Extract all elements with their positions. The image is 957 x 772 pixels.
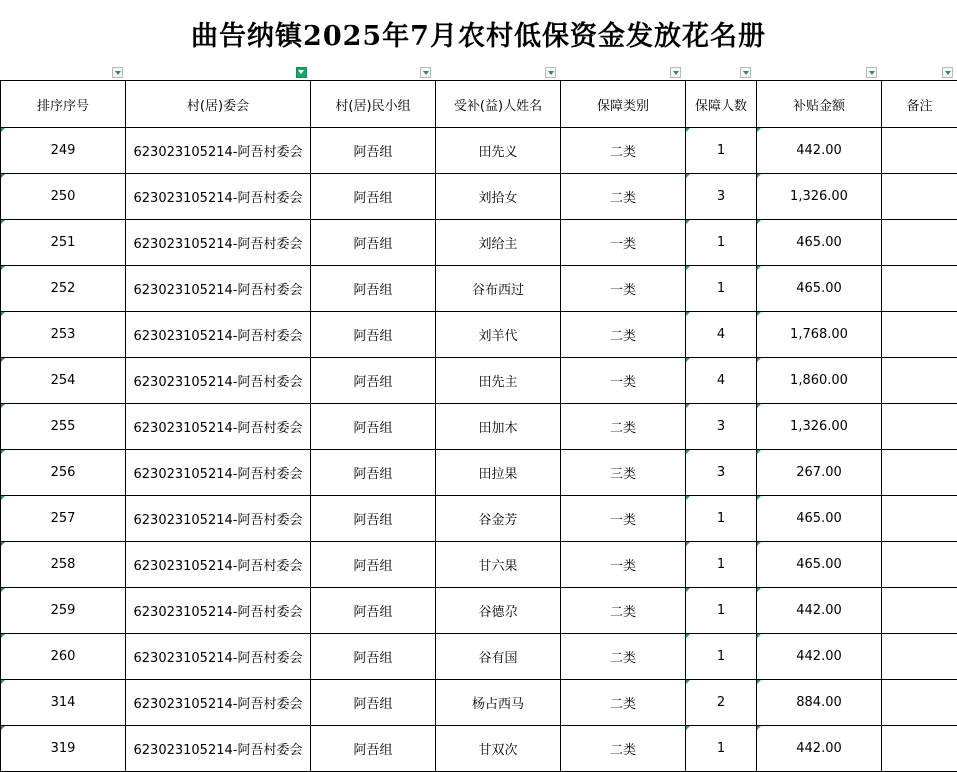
cell-village-group[interactable] bbox=[311, 542, 436, 588]
cell-serial[interactable] bbox=[1, 450, 126, 496]
cell-value: 1,326.00 bbox=[790, 189, 848, 204]
cell-village-group[interactable] bbox=[311, 128, 436, 174]
cell-value: 251 bbox=[50, 235, 76, 250]
cell-serial[interactable] bbox=[1, 220, 126, 266]
cell-value: 一类 bbox=[609, 283, 636, 298]
cell-remarks[interactable] bbox=[882, 404, 957, 450]
cell-amount[interactable] bbox=[757, 634, 882, 680]
cell-value: 253 bbox=[50, 327, 76, 342]
cell-remarks[interactable] bbox=[882, 726, 957, 772]
cell-amount[interactable] bbox=[757, 680, 882, 726]
table-row bbox=[1, 450, 957, 496]
cell-value: 623023105214-阿吾村委会 bbox=[133, 283, 303, 298]
cell-category[interactable] bbox=[561, 174, 686, 220]
cell-category[interactable] bbox=[561, 358, 686, 404]
cell-amount[interactable] bbox=[757, 128, 882, 174]
cell-amount[interactable] bbox=[757, 450, 882, 496]
table-row bbox=[1, 220, 957, 266]
cell-serial[interactable] bbox=[1, 266, 126, 312]
cell-recipient-name[interactable] bbox=[436, 174, 561, 220]
cell-amount[interactable] bbox=[757, 312, 882, 358]
cell-serial[interactable] bbox=[1, 542, 126, 588]
cell-amount[interactable] bbox=[757, 726, 882, 772]
number-stored-as-text-marker bbox=[757, 634, 761, 638]
cell-persons[interactable] bbox=[686, 588, 757, 634]
number-stored-as-text-marker bbox=[686, 128, 690, 132]
cell-village-group[interactable] bbox=[311, 404, 436, 450]
cell-serial[interactable] bbox=[1, 634, 126, 680]
cell-value: 319 bbox=[50, 741, 76, 756]
cell-value: 1,768.00 bbox=[790, 327, 848, 342]
cell-serial[interactable] bbox=[1, 588, 126, 634]
cell-value: 442.00 bbox=[796, 603, 842, 618]
cell-value: 1 bbox=[716, 511, 726, 526]
cell-value: 阿吾组 bbox=[353, 513, 393, 528]
cell-persons[interactable] bbox=[686, 128, 757, 174]
number-stored-as-text-marker bbox=[1, 358, 5, 362]
table-row bbox=[1, 404, 957, 450]
number-stored-as-text-marker bbox=[686, 680, 690, 684]
col-header-amount[interactable]: 补贴金额 bbox=[757, 81, 882, 128]
cell-value: 884.00 bbox=[796, 695, 842, 710]
cell-category[interactable] bbox=[561, 680, 686, 726]
cell-value: 1 bbox=[716, 281, 726, 296]
table-row bbox=[1, 542, 957, 588]
cell-value: 623023105214-阿吾村委会 bbox=[133, 697, 303, 712]
cell-persons[interactable] bbox=[686, 634, 757, 680]
cell-value: 623023105214-阿吾村委会 bbox=[133, 329, 303, 344]
cell-serial[interactable] bbox=[1, 726, 126, 772]
cell-serial[interactable] bbox=[1, 680, 126, 726]
cell-persons[interactable] bbox=[686, 450, 757, 496]
cell-value: 4 bbox=[716, 373, 726, 388]
filter-dropdown-icon[interactable] bbox=[740, 67, 751, 78]
cell-village-committee[interactable] bbox=[126, 588, 311, 634]
header-row bbox=[1, 81, 957, 128]
table-header bbox=[1, 81, 957, 128]
number-stored-as-text-marker bbox=[1, 220, 5, 224]
number-stored-as-text-marker bbox=[686, 634, 690, 638]
cell-value: 田拉果 bbox=[478, 467, 518, 482]
cell-persons[interactable] bbox=[686, 312, 757, 358]
number-stored-as-text-marker bbox=[1, 450, 5, 454]
number-stored-as-text-marker bbox=[686, 588, 690, 592]
col-header-village-group[interactable]: 村(居)民小组 bbox=[311, 81, 436, 128]
number-stored-as-text-marker bbox=[757, 450, 761, 454]
cell-value: 4 bbox=[716, 327, 726, 342]
cell-value: 1 bbox=[716, 143, 726, 158]
table-row bbox=[1, 726, 957, 772]
cell-remarks[interactable] bbox=[882, 174, 957, 220]
cell-value: 一类 bbox=[609, 375, 636, 390]
cell-value: 314 bbox=[50, 695, 76, 710]
cell-village-group[interactable] bbox=[311, 174, 436, 220]
cell-value: 1 bbox=[716, 235, 726, 250]
number-stored-as-text-marker bbox=[1, 266, 5, 270]
cell-value: 623023105214-阿吾村委会 bbox=[133, 191, 303, 206]
cell-value: 2 bbox=[716, 695, 726, 710]
cell-value: 465.00 bbox=[796, 557, 842, 572]
number-stored-as-text-marker bbox=[1, 542, 5, 546]
filter-dropdown-icon[interactable] bbox=[420, 67, 431, 78]
cell-category[interactable] bbox=[561, 726, 686, 772]
cell-value: 258 bbox=[50, 557, 76, 572]
cell-recipient-name[interactable] bbox=[436, 220, 561, 266]
cell-amount[interactable] bbox=[757, 404, 882, 450]
table-row bbox=[1, 174, 957, 220]
col-header-persons[interactable]: 保障人数 bbox=[686, 81, 757, 128]
cell-remarks[interactable] bbox=[882, 128, 957, 174]
cell-value: 623023105214-阿吾村委会 bbox=[133, 605, 303, 620]
cell-value: 谷金芳 bbox=[478, 513, 518, 528]
cell-value: 3 bbox=[716, 465, 726, 480]
number-stored-as-text-marker bbox=[1, 404, 5, 408]
cell-village-committee[interactable] bbox=[126, 496, 311, 542]
cell-value: 田加木 bbox=[478, 421, 518, 436]
cell-value: 1 bbox=[716, 603, 726, 618]
cell-remarks[interactable] bbox=[882, 542, 957, 588]
table-row bbox=[1, 588, 957, 634]
cell-category[interactable] bbox=[561, 496, 686, 542]
number-stored-as-text-marker bbox=[686, 404, 690, 408]
number-stored-as-text-marker bbox=[686, 450, 690, 454]
number-stored-as-text-marker bbox=[757, 220, 761, 224]
cell-value: 阿吾组 bbox=[353, 421, 393, 436]
number-stored-as-text-marker bbox=[1, 588, 5, 592]
cell-remarks[interactable] bbox=[882, 450, 957, 496]
cell-value: 256 bbox=[50, 465, 76, 480]
table-row bbox=[1, 496, 957, 542]
cell-serial[interactable] bbox=[1, 312, 126, 358]
cell-village-group[interactable] bbox=[311, 726, 436, 772]
cell-remarks[interactable] bbox=[882, 588, 957, 634]
cell-village-group[interactable] bbox=[311, 450, 436, 496]
cell-recipient-name[interactable] bbox=[436, 312, 561, 358]
cell-value: 623023105214-阿吾村委会 bbox=[133, 743, 303, 758]
cell-category[interactable] bbox=[561, 404, 686, 450]
number-stored-as-text-marker bbox=[686, 174, 690, 178]
cell-amount[interactable] bbox=[757, 358, 882, 404]
number-stored-as-text-marker bbox=[686, 220, 690, 224]
cell-value: 刘拾女 bbox=[478, 191, 518, 206]
cell-recipient-name[interactable] bbox=[436, 450, 561, 496]
cell-value: 260 bbox=[50, 649, 76, 664]
number-stored-as-text-marker bbox=[686, 358, 690, 362]
cell-value: 阿吾组 bbox=[353, 329, 393, 344]
number-stored-as-text-marker bbox=[757, 680, 761, 684]
cell-remarks[interactable] bbox=[882, 220, 957, 266]
cell-recipient-name[interactable] bbox=[436, 404, 561, 450]
table-row bbox=[1, 128, 957, 174]
filter-dropdown-icon[interactable] bbox=[942, 67, 953, 78]
cell-value: 3 bbox=[716, 189, 726, 204]
number-stored-as-text-marker bbox=[757, 496, 761, 500]
cell-village-committee[interactable] bbox=[126, 726, 311, 772]
cell-remarks[interactable] bbox=[882, 680, 957, 726]
cell-persons[interactable] bbox=[686, 220, 757, 266]
cell-value: 249 bbox=[50, 143, 76, 158]
number-stored-as-text-marker bbox=[757, 174, 761, 178]
cell-serial[interactable] bbox=[1, 358, 126, 404]
cell-value: 1,326.00 bbox=[790, 419, 848, 434]
cell-village-committee[interactable] bbox=[126, 174, 311, 220]
cell-value: 623023105214-阿吾村委会 bbox=[133, 559, 303, 574]
table-row bbox=[1, 634, 957, 680]
col-header-recipient-name[interactable]: 受补(益)人姓名 bbox=[436, 81, 561, 128]
cell-value: 阿吾组 bbox=[353, 559, 393, 574]
cell-value: 250 bbox=[50, 189, 76, 204]
cell-value: 三类 bbox=[609, 467, 636, 482]
cell-value: 二类 bbox=[609, 605, 636, 620]
cell-value: 阿吾组 bbox=[353, 375, 393, 390]
number-stored-as-text-marker bbox=[757, 726, 761, 730]
cell-value: 623023105214-阿吾村委会 bbox=[133, 237, 303, 252]
cell-village-committee[interactable] bbox=[126, 680, 311, 726]
filter-dropdown-icon[interactable] bbox=[545, 67, 556, 78]
col-header-category[interactable]: 保障类别 bbox=[561, 81, 686, 128]
cell-value: 二类 bbox=[609, 421, 636, 436]
number-stored-as-text-marker bbox=[1, 634, 5, 638]
cell-persons[interactable] bbox=[686, 404, 757, 450]
cell-category[interactable] bbox=[561, 266, 686, 312]
cell-value: 阿吾组 bbox=[353, 283, 393, 298]
roster-table bbox=[0, 80, 957, 772]
cell-value: 谷有国 bbox=[478, 651, 518, 666]
cell-value: 1,860.00 bbox=[790, 373, 848, 388]
cell-recipient-name[interactable] bbox=[436, 680, 561, 726]
cell-value: 267.00 bbox=[796, 465, 842, 480]
number-stored-as-text-marker bbox=[686, 266, 690, 270]
number-stored-as-text-marker bbox=[1, 174, 5, 178]
number-stored-as-text-marker bbox=[757, 128, 761, 132]
cell-value: 谷德尕 bbox=[478, 605, 518, 620]
filter-row bbox=[0, 66, 957, 80]
cell-value: 1 bbox=[716, 649, 726, 664]
cell-persons[interactable] bbox=[686, 266, 757, 312]
cell-value: 一类 bbox=[609, 513, 636, 528]
cell-recipient-name[interactable] bbox=[436, 266, 561, 312]
table-row bbox=[1, 358, 957, 404]
cell-value: 465.00 bbox=[796, 235, 842, 250]
cell-remarks[interactable] bbox=[882, 358, 957, 404]
cell-value: 阿吾组 bbox=[353, 191, 393, 206]
cell-village-group[interactable] bbox=[311, 312, 436, 358]
cell-village-committee[interactable] bbox=[126, 266, 311, 312]
cell-serial[interactable] bbox=[1, 174, 126, 220]
cell-remarks[interactable] bbox=[882, 266, 957, 312]
cell-village-group[interactable] bbox=[311, 634, 436, 680]
cell-village-committee[interactable] bbox=[126, 220, 311, 266]
cell-value: 一类 bbox=[609, 559, 636, 574]
cell-value: 阿吾组 bbox=[353, 743, 393, 758]
cell-recipient-name[interactable] bbox=[436, 128, 561, 174]
number-stored-as-text-marker bbox=[757, 266, 761, 270]
cell-value: 465.00 bbox=[796, 281, 842, 296]
col-header-serial[interactable]: 排序序号 bbox=[1, 81, 126, 128]
cell-recipient-name[interactable] bbox=[436, 496, 561, 542]
cell-value: 623023105214-阿吾村委会 bbox=[133, 375, 303, 390]
number-stored-as-text-marker bbox=[686, 726, 690, 730]
number-stored-as-text-marker bbox=[686, 542, 690, 546]
cell-village-committee[interactable] bbox=[126, 634, 311, 680]
cell-value: 623023105214-阿吾村委会 bbox=[133, 467, 303, 482]
cell-value: 442.00 bbox=[796, 143, 842, 158]
cell-value: 二类 bbox=[609, 697, 636, 712]
cell-village-group[interactable] bbox=[311, 680, 436, 726]
cell-value: 623023105214-阿吾村委会 bbox=[133, 513, 303, 528]
cell-value: 甘双次 bbox=[478, 743, 518, 758]
cell-amount[interactable] bbox=[757, 542, 882, 588]
cell-value: 田先主 bbox=[478, 375, 518, 390]
cell-value: 二类 bbox=[609, 145, 636, 160]
number-stored-as-text-marker bbox=[1, 680, 5, 684]
cell-value: 田先义 bbox=[478, 145, 518, 160]
number-stored-as-text-marker bbox=[1, 496, 5, 500]
cell-persons[interactable] bbox=[686, 496, 757, 542]
cell-amount[interactable] bbox=[757, 496, 882, 542]
cell-value: 二类 bbox=[609, 329, 636, 344]
cell-value: 254 bbox=[50, 373, 76, 388]
cell-value: 1 bbox=[716, 557, 726, 572]
cell-value: 阿吾组 bbox=[353, 145, 393, 160]
cell-value: 阿吾组 bbox=[353, 697, 393, 712]
cell-value: 623023105214-阿吾村委会 bbox=[133, 421, 303, 436]
number-stored-as-text-marker bbox=[757, 588, 761, 592]
cell-value: 442.00 bbox=[796, 649, 842, 664]
cell-value: 465.00 bbox=[796, 511, 842, 526]
number-stored-as-text-marker bbox=[757, 542, 761, 546]
cell-value: 623023105214-阿吾村委会 bbox=[133, 651, 303, 666]
cell-persons[interactable] bbox=[686, 726, 757, 772]
cell-category[interactable] bbox=[561, 220, 686, 266]
cell-category[interactable] bbox=[561, 588, 686, 634]
filter-dropdown-icon[interactable] bbox=[112, 67, 123, 78]
cell-value: 二类 bbox=[609, 191, 636, 206]
cell-remarks[interactable] bbox=[882, 312, 957, 358]
cell-recipient-name[interactable] bbox=[436, 588, 561, 634]
cell-recipient-name[interactable] bbox=[436, 542, 561, 588]
cell-amount[interactable] bbox=[757, 588, 882, 634]
cell-persons[interactable] bbox=[686, 358, 757, 404]
cell-village-committee[interactable] bbox=[126, 358, 311, 404]
cell-remarks[interactable] bbox=[882, 496, 957, 542]
cell-remarks[interactable] bbox=[882, 634, 957, 680]
number-stored-as-text-marker bbox=[1, 726, 5, 730]
cell-village-group[interactable] bbox=[311, 588, 436, 634]
cell-value: 阿吾组 bbox=[353, 467, 393, 482]
cell-value: 刘给主 bbox=[478, 237, 518, 252]
col-header-remarks[interactable]: 备注 bbox=[882, 81, 957, 128]
cell-village-committee[interactable] bbox=[126, 404, 311, 450]
filter-dropdown-icon[interactable] bbox=[866, 67, 877, 78]
cell-village-committee[interactable] bbox=[126, 542, 311, 588]
cell-category[interactable] bbox=[561, 128, 686, 174]
cell-value: 阿吾组 bbox=[353, 237, 393, 252]
cell-value: 一类 bbox=[609, 237, 636, 252]
table-body bbox=[1, 128, 957, 772]
cell-value: 442.00 bbox=[796, 741, 842, 756]
filter-dropdown-icon[interactable] bbox=[670, 67, 681, 78]
cell-value: 刘羊代 bbox=[478, 329, 518, 344]
cell-serial[interactable] bbox=[1, 404, 126, 450]
cell-village-committee[interactable] bbox=[126, 312, 311, 358]
cell-persons[interactable] bbox=[686, 542, 757, 588]
number-stored-as-text-marker bbox=[1, 128, 5, 132]
cell-village-committee[interactable] bbox=[126, 450, 311, 496]
sheet-title: 曲告纳镇2025年7月农村低保资金发放花名册 bbox=[191, 20, 766, 52]
cell-value: 257 bbox=[50, 511, 76, 526]
cell-village-group[interactable] bbox=[311, 266, 436, 312]
cell-value: 623023105214-阿吾村委会 bbox=[133, 145, 303, 160]
cell-value: 1 bbox=[716, 741, 726, 756]
number-stored-as-text-marker bbox=[757, 404, 761, 408]
number-stored-as-text-marker bbox=[757, 358, 761, 362]
cell-persons[interactable] bbox=[686, 174, 757, 220]
filter-applied-icon[interactable] bbox=[296, 67, 307, 78]
cell-category[interactable] bbox=[561, 312, 686, 358]
number-stored-as-text-marker bbox=[686, 496, 690, 500]
table-row bbox=[1, 680, 957, 726]
cell-village-group[interactable] bbox=[311, 496, 436, 542]
cell-amount[interactable] bbox=[757, 220, 882, 266]
cell-value: 二类 bbox=[609, 651, 636, 666]
number-stored-as-text-marker bbox=[757, 312, 761, 316]
cell-amount[interactable] bbox=[757, 266, 882, 312]
cell-value: 255 bbox=[50, 419, 76, 434]
cell-serial[interactable] bbox=[1, 496, 126, 542]
cell-value: 谷布西过 bbox=[471, 283, 524, 298]
cell-persons[interactable] bbox=[686, 680, 757, 726]
cell-village-committee[interactable] bbox=[126, 128, 311, 174]
cell-value: 阿吾组 bbox=[353, 651, 393, 666]
cell-value: 阿吾组 bbox=[353, 605, 393, 620]
cell-value: 252 bbox=[50, 281, 76, 296]
cell-recipient-name[interactable] bbox=[436, 358, 561, 404]
table-row bbox=[1, 312, 957, 358]
cell-category[interactable] bbox=[561, 450, 686, 496]
cell-village-group[interactable] bbox=[311, 220, 436, 266]
cell-value: 259 bbox=[50, 603, 76, 618]
number-stored-as-text-marker bbox=[686, 312, 690, 316]
col-header-village-committee[interactable]: 村(居)委会 bbox=[126, 81, 311, 128]
cell-category[interactable] bbox=[561, 542, 686, 588]
cell-value: 甘六果 bbox=[478, 559, 518, 574]
cell-amount[interactable] bbox=[757, 174, 882, 220]
cell-value: 3 bbox=[716, 419, 726, 434]
cell-value: 杨占西马 bbox=[471, 697, 524, 712]
cell-village-group[interactable] bbox=[311, 358, 436, 404]
number-stored-as-text-marker bbox=[1, 312, 5, 316]
cell-serial[interactable] bbox=[1, 128, 126, 174]
cell-recipient-name[interactable] bbox=[436, 634, 561, 680]
cell-category[interactable] bbox=[561, 634, 686, 680]
cell-recipient-name[interactable] bbox=[436, 726, 561, 772]
table-row bbox=[1, 266, 957, 312]
cell-value: 二类 bbox=[609, 743, 636, 758]
